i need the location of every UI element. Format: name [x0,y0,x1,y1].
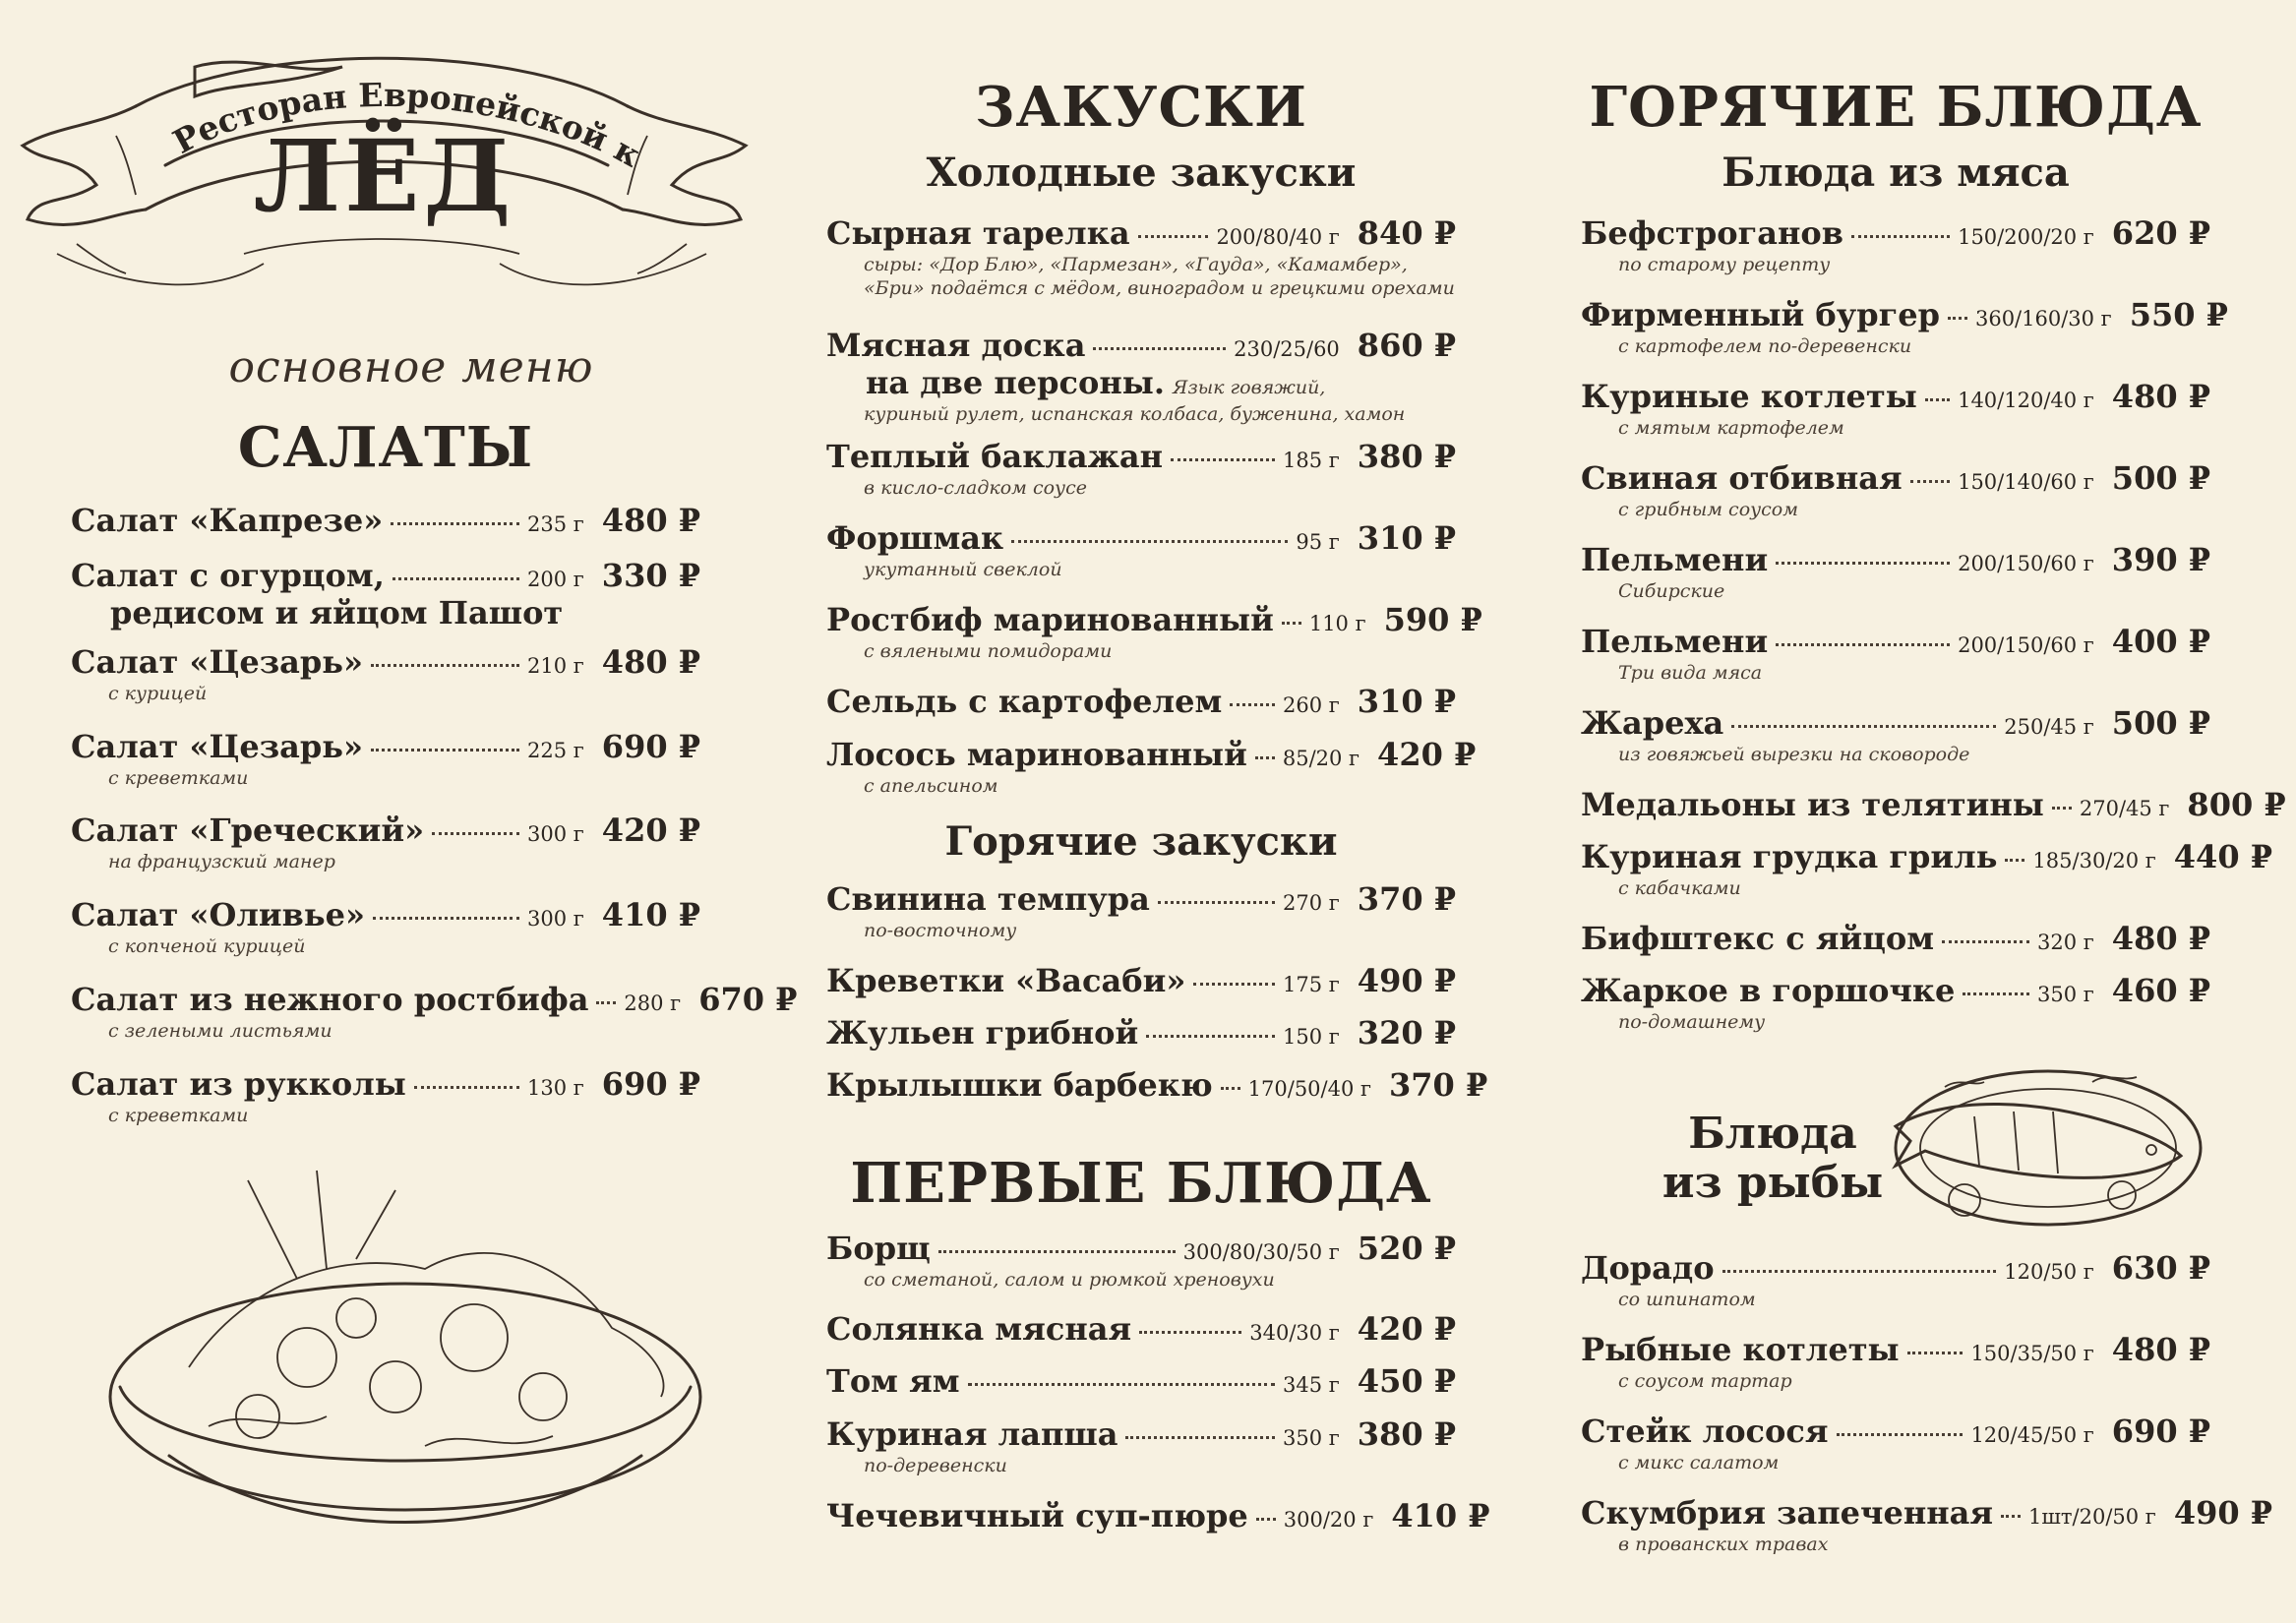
item-name: Форшмак [826,519,1004,557]
menu-item [826,438,1456,499]
leader-dots [393,577,519,580]
menu-item [1581,920,2210,957]
item-weight: 110 г [1308,612,1366,635]
menu-item [1581,1494,2273,1555]
item-description: с копченой курицей [108,935,306,957]
item-price: 410 ₽ [1391,1497,1490,1534]
item-weight: 210 г [527,654,584,678]
item-description: со сметаной, салом и рюмкой хреновухи [864,1269,1275,1291]
item-weight: 320 г [2037,931,2094,954]
menu-item [1581,972,2210,1033]
item-price: 310 ₽ [1357,683,1456,720]
menu-item [826,1497,1490,1534]
item-price: 420 ₽ [1377,736,1477,773]
item-description: с кабачками [1618,877,1741,899]
item-name: Куриная грудка гриль [1581,838,1998,875]
item-weight: 300/80/30/50 г [1182,1240,1340,1264]
item-weight: 85/20 г [1282,747,1360,770]
item-price: 370 ₽ [1389,1066,1488,1104]
item-description: с креветками [108,1105,249,1126]
menu-item-row [1581,1249,2210,1287]
menu-item-row [71,1065,700,1103]
menu-item [1581,1413,2210,1473]
menu-item-row [826,1497,1490,1534]
leader-dots [1230,703,1275,706]
item-weight: 175 г [1283,973,1340,996]
leader-dots [432,832,519,835]
item-name: Жареха [1581,704,1724,742]
leader-dots [1138,235,1209,238]
menu-item-row [71,981,798,1018]
item-price: 380 ₽ [1357,438,1456,475]
item-name: Салат «Капрезе» [71,502,384,539]
item-price: 670 ₽ [698,981,798,1018]
item-weight: 150 г [1283,1025,1340,1049]
item-weight: 130 г [527,1076,584,1100]
menu-item-row [1581,1494,2273,1532]
item-price: 590 ₽ [1383,601,1482,638]
item-name: Бифштекс с яйцом [1581,920,1935,957]
menu-item-row [826,601,1482,638]
menu-item [1581,541,2210,602]
item-price: 480 ₽ [2111,378,2210,415]
item-weight: 270/45 г [2079,797,2170,820]
leader-dots [1139,1331,1241,1334]
brand-name: ЛЁД [253,118,515,234]
item-name: Лосось маринованный [826,736,1247,773]
item-weight: 250/45 г [2004,715,2094,739]
menu-item [71,728,700,789]
leader-dots [1837,1433,1964,1436]
item-description: с грибным соусом [1618,499,1798,520]
item-price: 320 ₽ [1357,1014,1456,1052]
item-name: Салат «Оливье» [71,896,365,933]
leader-dots [2005,859,2024,862]
leader-dots [1255,756,1275,759]
menu-item-row [826,519,1456,557]
item-price: 630 ₽ [2111,1249,2210,1287]
leader-dots [1942,940,2029,943]
item-description: со шпинатом [1618,1289,1756,1310]
item-name-line-2 [866,364,1456,401]
item-description: по-домашнему [1618,1011,1766,1033]
item-description: с картофелем по-деревенски [1618,335,1912,357]
item-note: Язык говяжий, [1172,377,1326,398]
item-price: 500 ₽ [2111,459,2210,497]
item-description: с курицей [108,683,208,704]
item-price: 420 ₽ [1357,1310,1456,1348]
item-weight: 340/30 г [1249,1321,1340,1345]
item-description: с зелеными листьями [108,1020,332,1042]
item-weight: 270 г [1283,891,1340,915]
menu-item [1581,459,2210,520]
item-name: Мясная доска [826,327,1086,364]
item-price: 690 ₽ [601,1065,700,1103]
leader-dots [2001,1515,2021,1518]
menu-item-row [826,683,1456,720]
item-weight: 345 г [1283,1373,1340,1397]
item-weight: 95 г [1296,530,1340,554]
logo [18,47,751,392]
item-price: 480 ₽ [2111,1331,2210,1368]
menu-item-row [1581,1331,2210,1368]
fish-title-line-1: Блюда [1688,1109,1857,1159]
menu-item-row [1581,1413,2210,1450]
item-weight: 120/50 г [2004,1260,2094,1284]
item-description: с мятым картофелем [1618,417,1844,439]
item-weight: 200/150/60 г [1958,633,2094,657]
item-weight: 230/25/60 [1234,337,1340,361]
item-description: Сибирские [1618,580,1725,602]
menu-item [826,327,1456,425]
menu-item-row [826,962,1456,999]
item-price: 860 ₽ [1357,327,1456,364]
menu-item-row [826,214,1456,252]
menu-item [826,736,1477,797]
item-price: 500 ₽ [2111,704,2210,742]
item-weight: 120/45/50 г [1970,1423,2094,1447]
item-weight: 260 г [1283,693,1340,717]
item-name: Салат с огурцом, [71,557,385,594]
item-name: Стейк лосося [1581,1413,1829,1450]
ribbon-text: Ресторан Европейской к [166,75,647,175]
menu-item [826,601,1482,662]
item-price: 390 ₽ [2111,541,2210,578]
item-name: Салат «Цезарь» [71,728,363,765]
item-weight: 150/140/60 г [1958,470,2094,494]
item-price: 480 ₽ [601,502,700,539]
item-name: Пельмени [1581,623,1769,660]
leader-dots [1011,540,1288,543]
menu-item [826,1014,1456,1052]
menu-item-row [1581,296,2228,333]
salad-bowl-icon [100,1161,710,1544]
item-weight: 360/160/30 г [1974,307,2112,331]
item-weight: 140/120/40 г [1958,389,2094,412]
leader-dots [1722,1270,1997,1273]
menu-subtitle: основное меню [228,342,594,392]
item-price: 520 ₽ [1357,1230,1456,1267]
item-name: Медальоны из телятины [1581,786,2044,823]
item-price: 310 ₽ [1357,519,1456,557]
leader-dots [1731,725,1996,728]
item-weight: 1шт/20/50 г [2028,1505,2156,1529]
item-weight: 280 г [624,992,682,1015]
item-weight: 170/50/40 г [1247,1077,1372,1101]
menu-item [1581,623,2210,684]
item-name: Скумбрия запеченная [1581,1494,1994,1532]
hot-snacks-title: Горячие закуски [944,818,1338,865]
item-price: 400 ₽ [2111,623,2210,660]
item-description: с креветками [108,767,249,789]
menu-item [826,962,1456,999]
item-description: в кисло-сладком соусе [864,477,1087,499]
leader-dots [1158,901,1275,904]
menu-item-row [71,557,700,594]
menu-item-row [1581,378,2210,415]
item-name: Жаркое в горшочке [1581,972,1956,1009]
item-price: 840 ₽ [1357,214,1456,252]
menu-item-row [826,880,1456,918]
item-name: Сырная тарелка [826,214,1130,252]
menu-item [826,1415,1456,1476]
item-price: 460 ₽ [2111,972,2210,1009]
item-name: Чечевичный суп-пюре [826,1497,1248,1534]
fish-plate-icon [1886,1057,2210,1234]
item-name: Фирменный бургер [1581,296,1940,333]
menu-item-row [1581,838,2272,875]
item-name: Свиная отбивная [1581,459,1903,497]
leader-dots [1125,1436,1275,1439]
leader-dots [391,522,519,525]
item-description: с вялеными помидорами [864,640,1113,662]
item-name: Борщ [826,1230,931,1267]
item-price: 330 ₽ [601,557,700,594]
menu-item [1581,214,2210,275]
leader-dots [1776,643,1950,646]
item-description: по старому рецепту [1618,254,1831,275]
item-weight: 150/200/20 г [1958,225,2094,249]
menu-item-row [826,1310,1456,1348]
menu-item-row [826,438,1456,475]
item-name-2: редисом и яйцом Пашот [110,594,564,631]
item-weight: 350 г [2037,983,2094,1006]
menu-item-row [1581,972,2210,1009]
menu-item [71,812,700,872]
menu-item [1581,704,2210,765]
menu-item [826,683,1456,720]
leader-dots [1146,1035,1275,1038]
item-name: Свинина темпура [826,880,1150,918]
item-description: куриный рулет, испанская колбаса, буженина, хамон [864,403,1406,425]
item-weight: 300 г [527,822,584,846]
item-description: из говяжьей вырезки на сковороде [1618,744,1970,765]
leader-dots [1948,317,1967,320]
menu-item [1581,378,2210,439]
item-description: с апельсином [864,775,998,797]
leader-dots [1925,398,1950,401]
leader-dots [1282,622,1301,625]
hot-dishes-title: ГОРЯЧИЕ БЛЮДА [1589,75,2203,140]
item-weight: 200/150/60 г [1958,552,2094,575]
menu-item-row [826,736,1477,773]
menu-item [71,1065,700,1126]
menu-item-row [826,1362,1456,1400]
item-weight: 200/80/40 г [1216,225,1340,249]
item-name: Ростбиф маринованный [826,601,1274,638]
item-description: «Бри» подаётся с мёдом, виноградом и грецкими орехами [864,277,1455,299]
menu-item [826,1362,1456,1400]
item-name: Куриная лапша [826,1415,1118,1453]
leader-dots [414,1086,519,1089]
item-name: Салат из рукколы [71,1065,406,1103]
item-price: 800 ₽ [2187,786,2286,823]
item-name: Салат из нежного ростбифа [71,981,589,1018]
item-description: Три вида мяса [1618,662,1763,684]
fish-dishes-title [1640,1110,1905,1208]
menu-item [1581,1249,2210,1310]
item-name: Бефстроганов [1581,214,1843,252]
item-name: Пельмени [1581,541,1769,578]
item-description: с соусом тартар [1618,1370,1792,1392]
item-price: 690 ₽ [601,728,700,765]
item-name: Солянка мясная [826,1310,1132,1348]
menu-item-row [71,502,700,539]
item-name: Салат «Греческий» [71,812,425,849]
item-weight: 350 г [1283,1426,1340,1450]
item-description: с микс салатом [1618,1452,1780,1473]
item-price: 440 ₽ [2173,838,2272,875]
item-price: 380 ₽ [1357,1415,1456,1453]
item-name: Дорадо [1581,1249,1715,1287]
menu-item [826,519,1456,580]
item-description: в прованских травах [1618,1533,1829,1555]
menu-item-row [1581,786,2286,823]
item-price: 420 ₽ [601,812,700,849]
item-name: Том ям [826,1362,960,1400]
item-weight: 235 г [527,512,584,536]
menu-item-row [71,896,700,933]
item-name: Крылышки барбекю [826,1066,1213,1104]
leader-dots [1221,1087,1240,1090]
item-description: укутанный свеклой [864,559,1062,580]
menu-item [71,643,700,704]
item-name-2: на две персоны. [866,364,1165,401]
item-weight: 300/20 г [1283,1508,1374,1532]
item-weight: 185 г [1283,449,1340,472]
menu-item [1581,296,2228,357]
item-price: 450 ₽ [1357,1362,1456,1400]
fish-title-line-2: из рыбы [1662,1158,1884,1208]
item-price: 480 ₽ [601,643,700,681]
menu-item [1581,838,2272,899]
item-price: 690 ₽ [2111,1413,2210,1450]
item-description: сыры: «Дор Блю», «Пармезан», «Гауда», «Камамбер», [864,254,1408,275]
menu-item-row [71,728,700,765]
leader-dots [938,1250,1176,1253]
menu-item-row [1581,541,2210,578]
menu-item [826,1230,1456,1291]
item-name: Куриные котлеты [1581,378,1917,415]
menu-item [826,880,1456,941]
leader-dots [1193,983,1275,986]
item-price: 490 ₽ [1357,962,1456,999]
item-weight: 225 г [527,739,584,762]
item-price: 620 ₽ [2111,214,2210,252]
menu-item [71,981,798,1042]
leader-dots [371,749,519,751]
leader-dots [1910,480,1950,483]
item-name: Сельдь с картофелем [826,683,1223,720]
menu-item [826,214,1456,299]
item-name: Креветки «Васаби» [826,962,1186,999]
salads-title: САЛАТЫ [237,415,534,480]
item-weight: 300 г [527,907,584,931]
menu-item-row [1581,459,2210,497]
menu-item-row [1581,214,2210,252]
item-name: Теплый баклажан [826,438,1164,475]
leader-dots [1963,992,2029,995]
cold-snacks-title: Холодные закуски [926,150,1357,196]
item-weight: 200 г [527,568,584,591]
item-description: на французский манер [108,851,335,872]
item-description: по-деревенски [864,1455,1007,1476]
item-name: Жульен грибной [826,1014,1139,1052]
menu-item-row [71,643,700,681]
leader-dots [1776,562,1950,565]
item-price: 410 ₽ [601,896,700,933]
meat-dishes-title: Блюда из мяса [1722,150,2070,196]
menu-item [71,896,700,957]
item-name: Салат «Цезарь» [71,643,363,681]
leader-dots [1256,1518,1276,1521]
menu-item [826,1310,1456,1348]
item-price: 550 ₽ [2129,296,2228,333]
leader-dots [1907,1352,1964,1354]
menu-item [1581,1331,2210,1392]
menu-item [71,557,700,631]
menu-item-row [826,1066,1488,1104]
item-price: 370 ₽ [1357,880,1456,918]
item-weight: 150/35/50 г [1970,1342,2094,1365]
leader-dots [968,1383,1276,1386]
item-name-line-2 [110,594,700,631]
menu-item-row [826,1014,1456,1052]
menu-item-row [826,327,1456,364]
item-description: по-восточному [864,920,1017,941]
item-price: 490 ₽ [2173,1494,2273,1532]
leader-dots [371,664,519,667]
menu-item-row [1581,920,2210,957]
leader-dots [596,1001,616,1004]
menu-item-row [1581,623,2210,660]
item-name: Рыбные котлеты [1581,1331,1900,1368]
menu-item-row [1581,704,2210,742]
menu-item-row [826,1230,1456,1267]
menu-item [71,502,700,539]
menu-item [826,1066,1488,1104]
menu-item-row [71,812,700,849]
leader-dots [373,917,519,920]
menu-item [1581,786,2286,823]
leader-dots [2052,807,2072,810]
menu-item-row [826,1415,1456,1453]
item-price: 480 ₽ [2111,920,2210,957]
snacks-title: ЗАКУСКИ [975,75,1307,140]
leader-dots [1851,235,1950,238]
first-courses-title: ПЕРВЫЕ БЛЮДА [850,1151,1432,1216]
item-weight: 185/30/20 г [2032,849,2156,872]
leader-dots [1171,458,1275,461]
leader-dots [1093,347,1226,350]
